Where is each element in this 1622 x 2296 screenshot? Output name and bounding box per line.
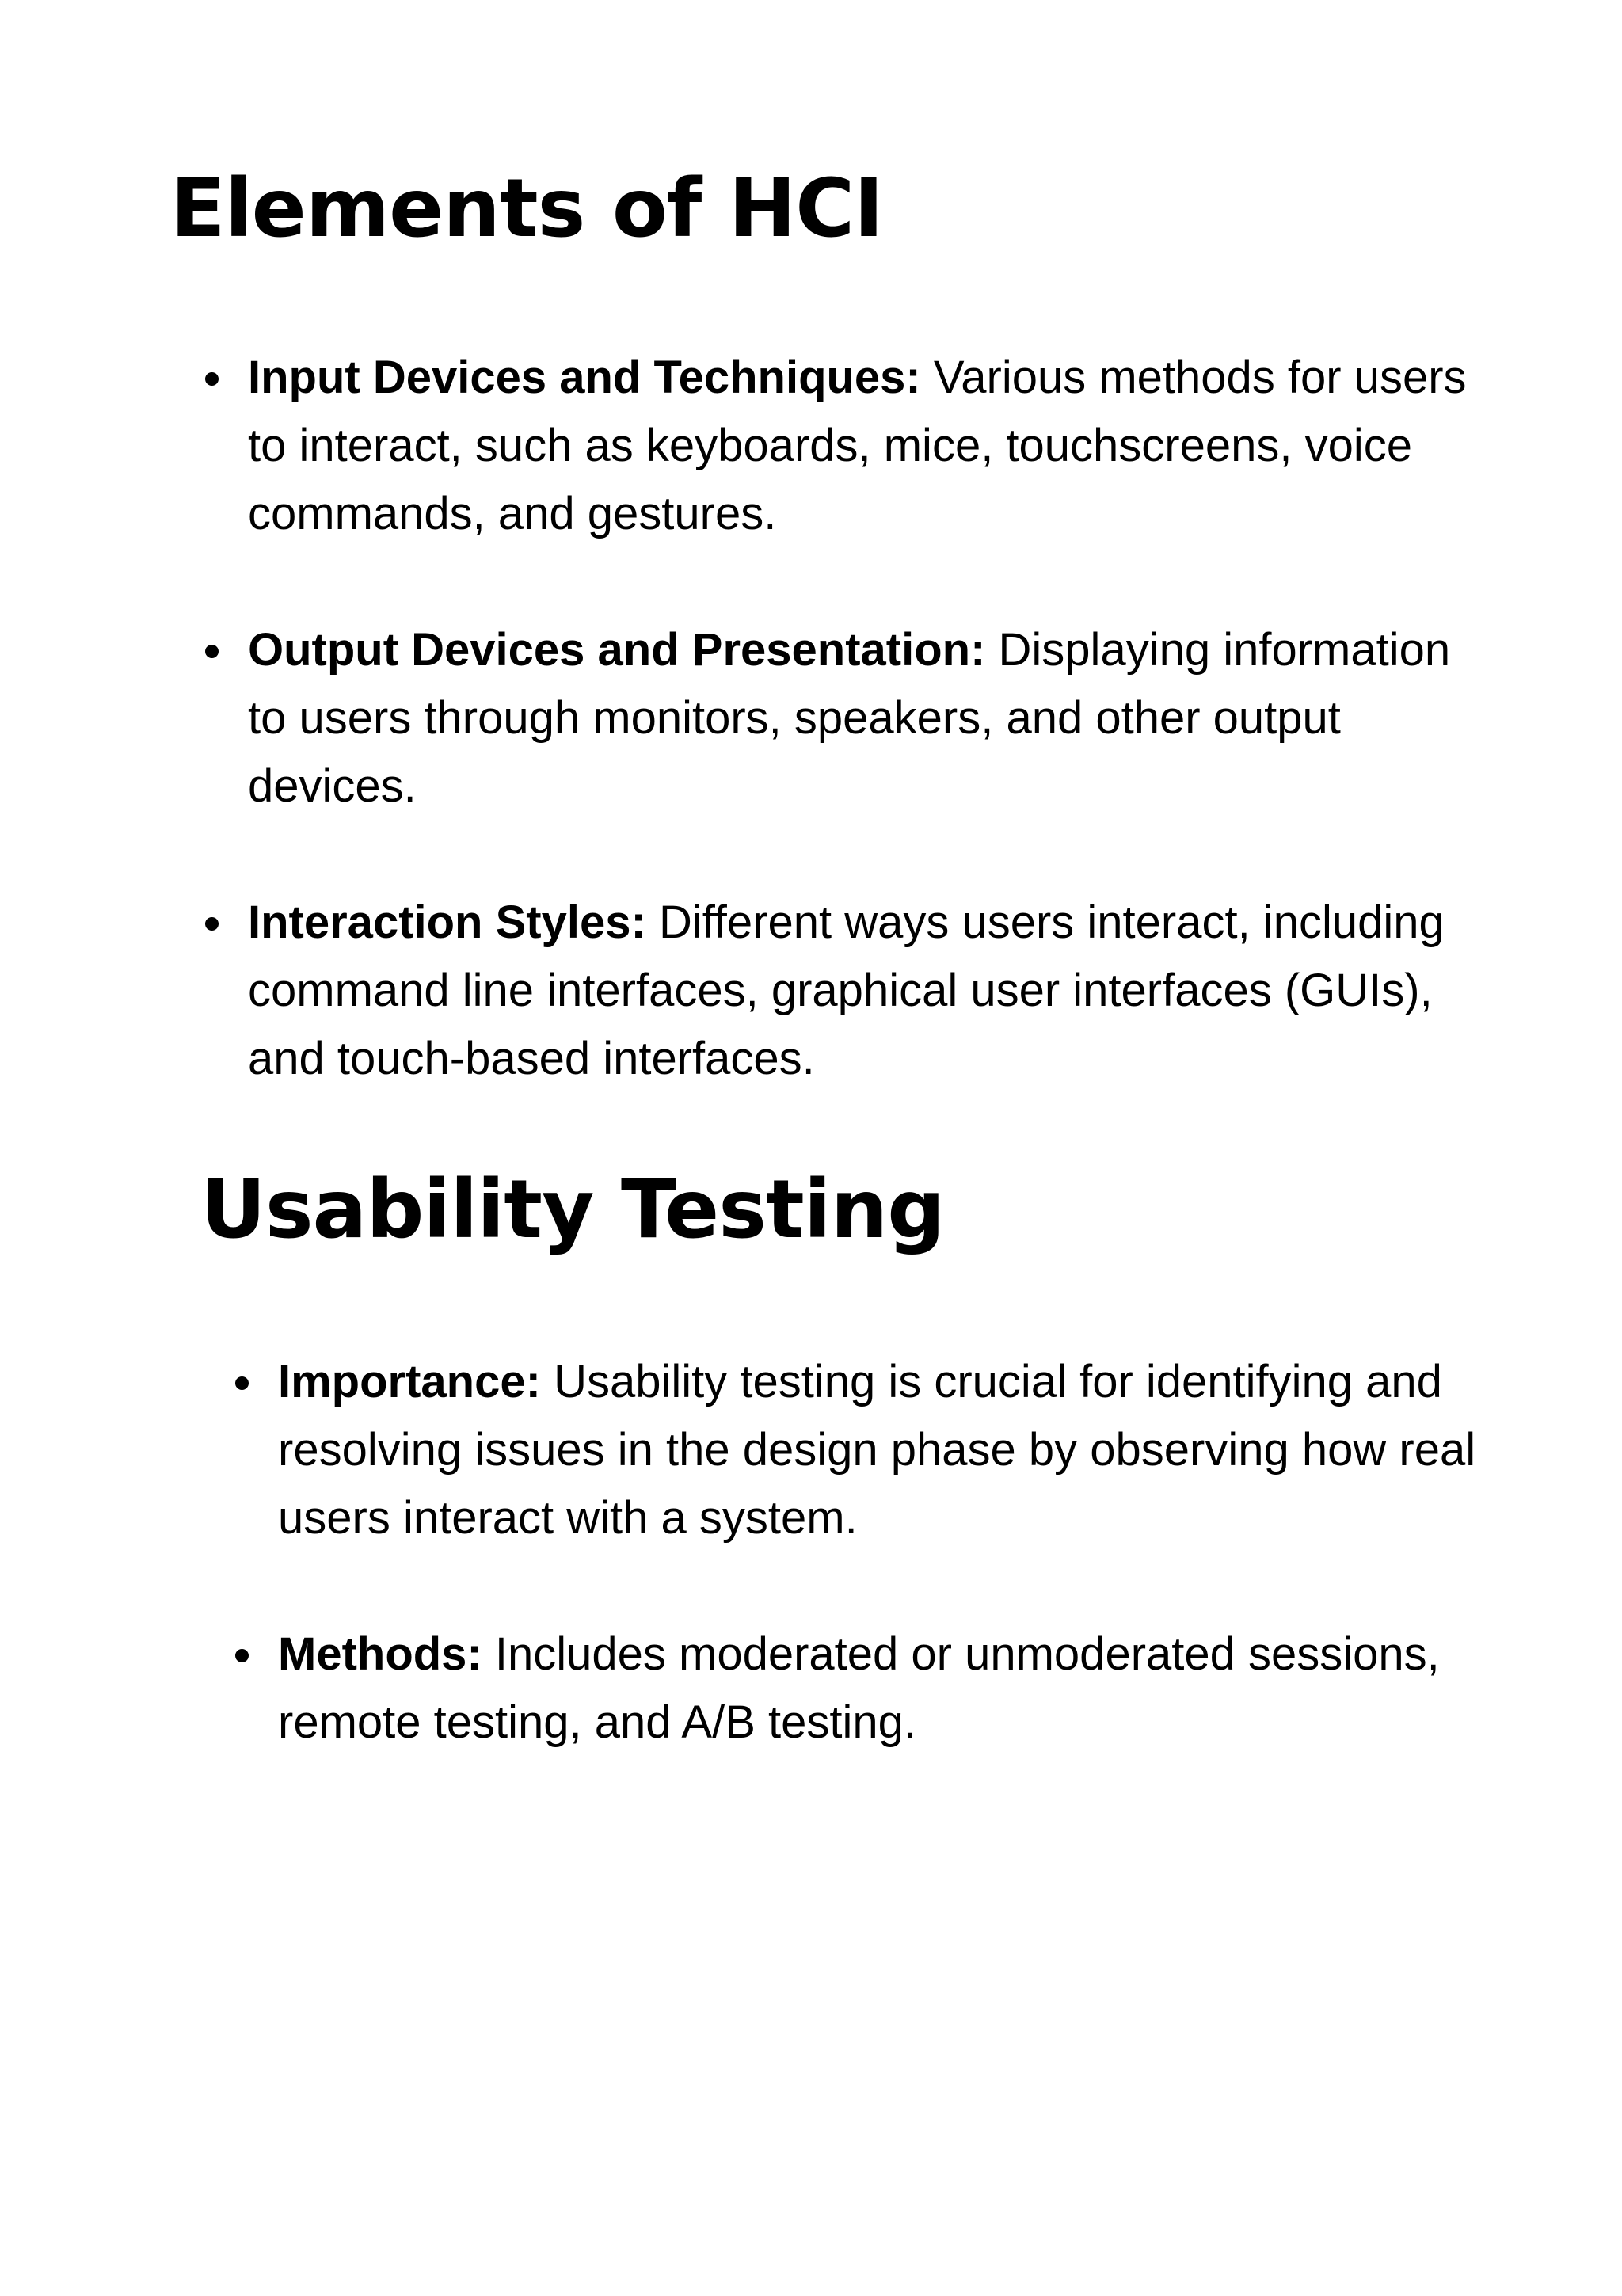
bullet-text: Usability testing is crucial for identifying and resolving issues in the design phase by observing how real users interact with a system. bbox=[278, 1356, 1476, 1544]
bullet-icon bbox=[205, 917, 219, 931]
bullet-text: Various methods for users to interact, such as keyboards, mice, touchscreens, voice commands, and gestures. bbox=[248, 352, 1467, 539]
list-item-methods bbox=[230, 1620, 1510, 1757]
bullet-icon bbox=[205, 645, 219, 658]
bullet-text: Different ways users interact, including command line interfaces, graphical user interfaces (GUIs), and touch-based interfaces. bbox=[248, 897, 1445, 1084]
bullet-term: Input Devices and Techniques: bbox=[248, 352, 921, 403]
list-item-interaction-styles bbox=[200, 889, 1468, 1093]
list-item-input-devices bbox=[200, 344, 1468, 548]
usability-testing-list bbox=[230, 1348, 1498, 1757]
bullet-icon bbox=[205, 372, 219, 386]
list-item-importance bbox=[230, 1348, 1510, 1552]
bullet-icon bbox=[235, 1649, 249, 1662]
elements-of-hci-list bbox=[200, 344, 1468, 1093]
bullet-term: Interaction Styles: bbox=[248, 897, 646, 948]
section-title-elements-of-hci: Elements of HCI bbox=[170, 162, 884, 256]
bullet-term: Output Devices and Presentation: bbox=[248, 624, 986, 676]
section-title-usability-testing: Usability Testing bbox=[200, 1163, 945, 1257]
list-item-output-devices bbox=[200, 616, 1468, 821]
bullet-term: Importance: bbox=[278, 1356, 541, 1407]
bullet-text: Displaying information to users through monitors, speakers, and other output devices. bbox=[248, 624, 1451, 812]
bullet-term: Methods: bbox=[278, 1628, 482, 1680]
bullet-text: Includes moderated or unmoderated sessions, remote testing, and A/B testing. bbox=[278, 1628, 1440, 1748]
bullet-icon bbox=[235, 1376, 249, 1390]
